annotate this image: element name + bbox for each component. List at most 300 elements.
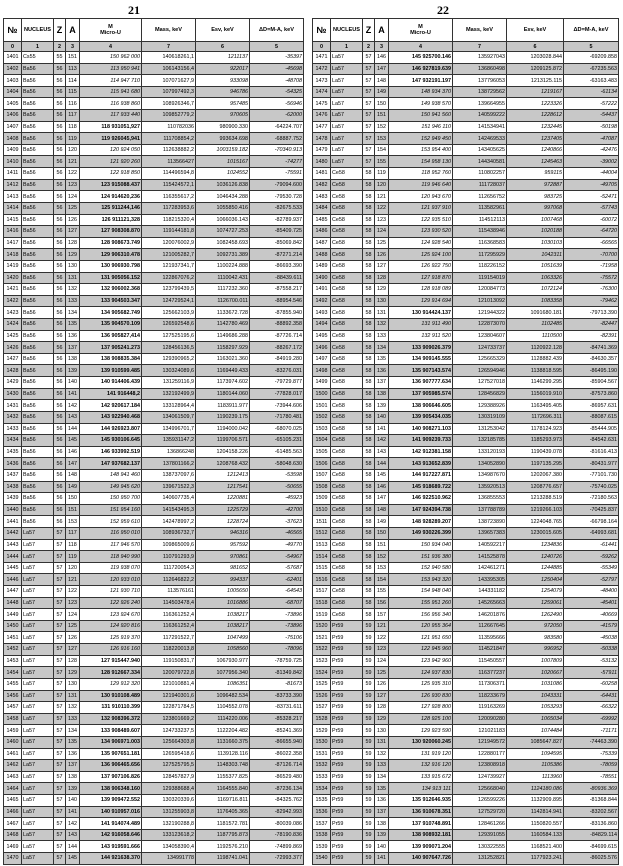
cell-nucleus: Ba56 [22,202,54,214]
cell-z: 57 [54,620,66,632]
cell-esv-kev: 1094595 [507,748,564,760]
cell-nucleus: La57 [22,725,54,737]
cell-a: 118 [66,539,80,551]
col-header-esv-kev: Esv, keV [507,19,564,42]
table-row [4,562,304,574]
cell-nucleus: Pr59 [331,795,363,807]
cell-delta-d: -85069.842 [250,237,304,249]
cell-number: 1538 [313,829,331,841]
cell-delta-d: -79462 [564,295,619,307]
cell-z: 59 [363,818,375,830]
table-row [313,144,619,156]
nuclide-table-left [3,18,304,865]
cell-delta-d: -77101.730 [564,469,619,481]
cell-nucleus: Ba56 [22,388,54,400]
cell-delta-d: -75740.025 [564,481,619,493]
cell-delta-d: -42476 [564,144,619,156]
cell-nucleus: Ba56 [22,133,54,145]
cell-nucleus: Ba56 [22,504,54,516]
cell-mass-kev: 122867076,2 [142,272,196,284]
cell-z: 56 [54,214,66,226]
cell-nucleus: Ba56 [22,516,54,528]
cell-number: 1465 [4,795,22,807]
cell-delta-d: -46565 [250,527,304,539]
cell-z: 59 [363,620,375,632]
cell-nucleus: La57 [22,690,54,702]
table-row [313,690,619,702]
cell-number: 1503 [313,423,331,435]
cell-esv-kev: 1190439.078 [507,446,564,458]
cell-mass-kev: 133120193 [453,446,507,458]
cell-esv-kev: 1199706.571 [196,435,250,447]
cell-esv-kev: 1230015.605 [507,527,564,539]
cell-nucleus: Ba56 [22,110,54,122]
cell-number: 1516 [313,574,331,586]
cell-a: 122 [375,202,389,214]
cell-esv-kev: 1030103 [507,237,564,249]
cell-a: 120 [375,179,389,191]
cell-esv-kev: 970605 [196,110,250,122]
cell-mass-micro-u: 117 946 570 [80,539,142,551]
cell-number: 1425 [4,330,22,342]
cell-nucleus: La57 [22,818,54,830]
cell-esv-kev: 1245463 [507,156,564,168]
cell-nucleus: Cs55 [22,52,54,64]
cell-mass-micro-u: 150 950 700 [80,493,142,505]
cell-number: 1494 [313,319,331,331]
cell-z: 56 [54,365,66,377]
cell-mass-micro-u: 151 936 380 [389,551,453,563]
cell-mass-micro-u: 119 938 070 [80,562,142,574]
cell-mass-kev: 111720054,3 [142,562,196,574]
cell-delta-d: -61134 [564,86,619,98]
cell-mass-kev: 130322555 [453,841,507,853]
cell-mass-kev: 125665329 [453,353,507,365]
cell-esv-kev: 1262490 [507,609,564,621]
cell-a: 131 [375,307,389,319]
cell-mass-micro-u: 115 941 680 [80,86,142,98]
cell-mass-kev: 123799439,5 [142,284,196,296]
cell-number: 1467 [4,818,22,830]
cell-mass-micro-u: 129 923 590 [389,725,453,737]
cell-delta-d: -79729.877 [250,377,304,389]
cell-z: 57 [54,527,66,539]
cell-delta-d: -48708 [250,75,304,87]
cell-nucleus: Ba56 [22,249,54,261]
cell-delta-d: -87855.940 [250,307,304,319]
table-row [4,597,304,609]
cell-z: 58 [363,191,375,203]
cell-number: 1462 [4,760,22,772]
cell-a: 135 [66,736,80,748]
cell-number: 1502 [313,411,331,423]
cell-nucleus: Ba56 [22,377,54,389]
cell-nucleus: Pr59 [331,667,363,679]
cell-number: 1496 [313,342,331,354]
cell-number: 1405 [4,98,22,110]
cell-a: 118 [66,121,80,133]
cell-esv-kev: 1155377.825 [196,771,250,783]
cell-z: 56 [54,86,66,98]
cell-mass-kev: 141543495,3 [142,504,196,516]
cell-mass-kev: 139671522,3 [142,481,196,493]
cell-number: 1471 [313,52,331,64]
cell-mass-kev: 110791293,9 [142,551,196,563]
cell-mass-kev: 129390965,2 [142,353,196,365]
cell-z: 57 [54,690,66,702]
cell-mass-kev: 144340581 [453,156,507,168]
cell-z: 59 [363,678,375,690]
cell-mass-micro-u: 138 908932.181 [389,829,453,841]
cell-mass-kev: 116361252,4 [142,620,196,632]
cell-mass-micro-u: 131 905056.152 [80,272,142,284]
table-row [313,516,619,528]
cell-nucleus: Ba56 [22,121,54,133]
cell-z: 58 [363,481,375,493]
cell-delta-d: -86693.390 [250,260,304,272]
cell-a: 114 [66,75,80,87]
cell-mass-kev: 136855553 [453,493,507,505]
cell-number: 1461 [4,748,22,760]
column-number: 6 [507,42,564,52]
cell-a: 144 [66,841,80,853]
cell-a: 153 [375,562,389,574]
cell-number: 1523 [313,655,331,667]
cell-nucleus: Ce58 [331,330,363,342]
table-row [4,75,304,87]
table-row [313,446,619,458]
cell-z: 57 [54,841,66,853]
cell-mass-kev: 121949572 [453,736,507,748]
cell-number: 1428 [4,365,22,377]
cell-nucleus: Ce58 [331,249,363,261]
cell-z: 57 [54,655,66,667]
cell-delta-d: -71171 [564,725,619,737]
cell-number: 1479 [313,144,331,156]
cell-mass-kev: 119144181,8 [142,226,196,238]
cell-a: 147 [66,458,80,470]
table-row [313,249,619,261]
col-header-z: Z [363,19,375,42]
cell-a: 129 [66,667,80,679]
cell-mass-kev: 130324089,6 [142,365,196,377]
cell-delta-d: -58048.630 [250,458,304,470]
cell-a: 148 [375,75,389,87]
cell-esv-kev: 946786 [196,86,250,98]
col-header-esv-kev: Esv, keV [196,19,250,42]
cell-z: 59 [363,771,375,783]
cell-delta-d: -78759.725 [250,655,304,667]
cell-number: 1410 [4,156,22,168]
cell-z: 56 [54,307,66,319]
cell-mass-micro-u: 155 951 260 [389,597,453,609]
cell-z: 57 [54,574,66,586]
cell-mass-micro-u: 126 916 160 [80,644,142,656]
cell-mass-micro-u: 143 913652.839 [389,458,453,470]
cell-mass-micro-u: 119 926045,941 [80,133,142,145]
table-row [4,411,304,423]
cell-mass-micro-u: 154 948 040 [389,586,453,598]
cell-mass-micro-u: 126 911121,328 [80,214,142,226]
cell-mass-micro-u: 116 950 010 [80,527,142,539]
cell-a: 147 [375,63,389,75]
cell-mass-micro-u: 130 906930.798 [80,260,142,272]
cell-delta-d: -78190.836 [250,829,304,841]
cell-mass-kev: 113566427 [142,156,196,168]
cell-mass-kev: 140618261,1 [142,52,196,64]
cell-nucleus: La57 [22,609,54,621]
table-row [313,574,619,586]
cell-esv-kev: 1177923.241 [507,853,564,865]
table-row [4,586,304,598]
table-row [313,435,619,447]
cell-a: 123 [66,179,80,191]
table-row [4,272,304,284]
cell-number: 1508 [313,481,331,493]
cell-nucleus: La57 [22,702,54,714]
cell-delta-d: -86655.940 [250,736,304,748]
column-number: 7 [142,42,196,52]
cell-number: 1436 [4,458,22,470]
cell-mass-micro-u: 152 949 450 [389,133,453,145]
cell-mass-kev: 134061509,7 [142,411,196,423]
cell-esv-kev: 1086351 [196,678,250,690]
cell-number: 1480 [313,156,331,168]
cell-a: 125 [66,202,80,214]
cell-esv-kev: 1223326 [507,98,564,110]
cell-z: 57 [363,156,375,168]
cell-a: 141 [375,423,389,435]
cell-delta-d: -65105.231 [250,435,304,447]
table-row [313,597,619,609]
cell-nucleus: La57 [22,574,54,586]
cell-nucleus: Ba56 [22,330,54,342]
cell-delta-d: -59262 [564,551,619,563]
cell-z: 58 [363,342,375,354]
cell-delta-d: -80936.369 [564,783,619,795]
table-row [313,632,619,644]
cell-mass-kev: 121010881,4 [142,678,196,690]
cell-delta-d: -88087.615 [564,411,619,423]
table-row [4,295,304,307]
cell-mass-micro-u: 123 930 520 [389,226,453,238]
cell-z: 56 [54,226,66,238]
cell-mass-micro-u: 124 928 540 [389,237,453,249]
cell-z: 56 [54,156,66,168]
cell-nucleus: La57 [22,655,54,667]
cell-esv-kev: 1066036.143 [196,214,250,226]
cell-nucleus: La57 [22,678,54,690]
table-row [313,760,619,772]
cell-mass-kev: 129388926 [453,400,507,412]
cell-esv-kev: 1224048.765 [507,516,564,528]
cell-a: 121 [375,191,389,203]
cell-delta-d: -88439.611 [250,272,304,284]
cell-number: 1514 [313,551,331,563]
cell-number: 1413 [4,191,22,203]
cell-a: 138 [66,353,80,365]
cell-a: 130 [375,725,389,737]
table-row [4,249,304,261]
cell-mass-kev: 142461271 [453,562,507,574]
cell-delta-d: -81349.842 [250,667,304,679]
cell-delta-d: -79530.728 [250,191,304,203]
cell-esv-kev: 1128882.439 [507,353,564,365]
cell-mass-micro-u: 133 904503.347 [80,295,142,307]
table-row [4,760,304,772]
cell-nucleus: Ba56 [22,411,54,423]
cell-a: 137 [66,342,80,354]
cell-esv-kev: 994337 [196,574,250,586]
cell-esv-kev: 1091680.181 [507,307,564,319]
cell-number: 1460 [4,736,22,748]
cell-delta-d: -82447 [564,319,619,331]
cell-z: 58 [363,423,375,435]
cell-z: 56 [54,388,66,400]
cell-esv-kev: 1192576.210 [196,841,250,853]
cell-number: 1488 [313,249,331,261]
cell-mass-kev: 146201876 [453,609,507,621]
cell-z: 57 [54,760,66,772]
cell-esv-kev: 1197135.295 [507,458,564,470]
cell-mass-kev: 108936732,7 [142,527,196,539]
cell-z: 58 [363,249,375,261]
cell-z: 56 [54,98,66,110]
cell-mass-micro-u: 136 910678.351 [389,806,453,818]
cell-a: 139 [66,365,80,377]
cell-mass-kev: 128457827,9 [142,771,196,783]
cell-z: 56 [54,446,66,458]
cell-mass-micro-u: 121 937 910 [389,202,453,214]
cell-a: 121 [375,620,389,632]
cell-delta-d: -50655 [250,481,304,493]
cell-a: 132 [375,319,389,331]
cell-a: 133 [66,713,80,725]
cell-mass-kev: 130319109 [453,411,507,423]
cell-number: 1466 [4,806,22,818]
cell-a: 123 [375,214,389,226]
cell-a: 121 [66,156,80,168]
table-row [4,667,304,679]
cell-a: 130 [375,295,389,307]
table-row [4,260,304,272]
cell-z: 59 [363,702,375,714]
cell-z: 56 [54,411,66,423]
table-row [4,702,304,714]
cell-mass-micro-u: 144 921638.370 [80,853,142,865]
cell-z: 57 [363,52,375,64]
table-row [313,214,619,226]
cell-delta-d: -81616.413 [564,446,619,458]
cell-nucleus: La57 [22,562,54,574]
cell-esv-kev: 1146299.295 [507,377,564,389]
column-number: 1 [22,42,54,52]
cell-a: 136 [375,795,389,807]
cell-a: 142 [375,435,389,447]
cell-number: 1426 [4,342,22,354]
cell-z: 56 [54,319,66,331]
cell-mass-kev: 130320339,6 [142,795,196,807]
cell-nucleus: Pr59 [331,771,363,783]
cell-nucleus: Ce58 [331,179,363,191]
cell-a: 134 [66,307,80,319]
cell-number: 1487 [313,237,331,249]
cell-esv-kev: 1063326 [507,272,564,284]
cell-esv-kev: 1183911.977 [196,400,250,412]
cell-mass-kev: 126592548,6 [142,319,196,331]
cell-number: 1464 [4,783,22,795]
cell-esv-kev: 1055850.416 [196,202,250,214]
table-row [313,400,619,412]
cell-mass-micro-u: 121 930 710 [80,586,142,598]
cell-number: 1491 [313,284,331,296]
cell-esv-kev: 1259061 [507,597,564,609]
col-header-nucleus: NUCLEUS [22,19,54,42]
cell-z: 57 [54,609,66,621]
cell-esv-kev: 1163495.405 [507,400,564,412]
cell-number: 1450 [4,620,22,632]
cell-a: 134 [375,342,389,354]
table-row [313,620,619,632]
cell-mass-micro-u: 138 908835.384 [80,353,142,365]
cell-mass-micro-u: 132 906002.368 [80,284,142,296]
cell-z: 56 [54,493,66,505]
cell-mass-micro-u: 148 934 370 [389,86,453,98]
cell-esv-kev: 1237405 [507,133,564,145]
cell-number: 1402 [4,63,22,75]
cell-mass-micro-u: 133 915 672 [389,771,453,783]
cell-number: 1513 [313,539,331,551]
cell-esv-kev: 1120922.128 [507,342,564,354]
cell-mass-kev: 144331182 [453,586,507,598]
cell-esv-kev: 957485 [196,98,250,110]
table-row [313,841,619,853]
cell-z: 56 [54,133,66,145]
cell-z: 57 [363,144,375,156]
cell-number: 1417 [4,237,22,249]
cell-mass-micro-u: 124 914620,236 [80,191,142,203]
cell-delta-d: -47087 [564,133,619,145]
cell-number: 1451 [4,632,22,644]
cell-mass-kev: 135920513 [453,481,507,493]
cell-nucleus: Ce58 [331,400,363,412]
cell-nucleus: La57 [331,110,363,122]
cell-number: 1505 [313,446,331,458]
cell-nucleus: La57 [331,75,363,87]
cell-mass-micro-u: 122 945 960 [389,644,453,656]
cell-nucleus: Ce58 [331,214,363,226]
cell-a: 146 [375,52,389,64]
table-row [4,63,304,75]
cell-number: 1490 [313,272,331,284]
cell-mass-kev: 120084773 [453,284,507,296]
cell-z: 58 [363,539,375,551]
cell-a: 148 [375,504,389,516]
cell-nucleus: Ce58 [331,597,363,609]
cell-mass-kev: 115438946 [453,226,507,238]
cell-z: 57 [54,632,66,644]
cell-number: 1468 [4,829,22,841]
cell-esv-kev: 1100224.888 [196,260,250,272]
cell-mass-kev: 119163269 [453,702,507,714]
cell-a: 116 [66,98,80,110]
cell-z: 57 [54,853,66,865]
cell-z: 58 [363,527,375,539]
cell-esv-kev: 1228724 [196,516,250,528]
cell-z: 56 [54,284,66,296]
cell-esv-kev: 933098 [196,75,250,87]
cell-delta-d: -75106 [250,632,304,644]
